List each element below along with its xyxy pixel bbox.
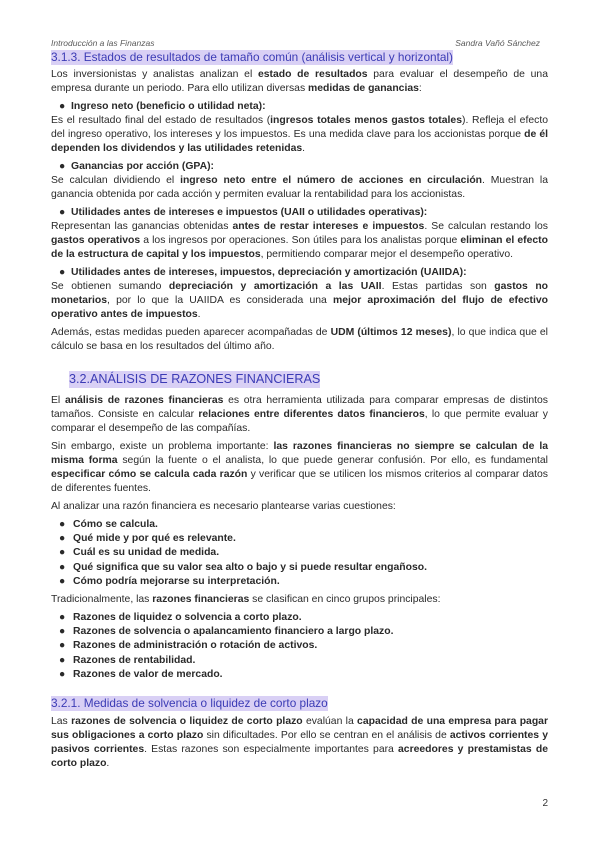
- page-content: [51, 50, 548, 775]
- text-run: , por lo que la UAIIDA es considerada una: [107, 295, 333, 306]
- bullet-icon: ●: [59, 626, 66, 638]
- text-run: Es el resultado final del estado de resultados (: [51, 115, 271, 126]
- text-run: según la fuente o el analista, lo que puede generar confusión. Por ello, es fundamental: [117, 455, 548, 466]
- paragraph: [51, 440, 548, 496]
- measure-heading: [51, 206, 548, 220]
- text-run: , lo que indica que el cálculo se basa en los resultados del último año.: [51, 327, 548, 352]
- text-run: y verificar que se utilicen los mismos criterios al comparar datos de diferentes fuentes.: [51, 469, 548, 494]
- measure-heading: [51, 100, 548, 114]
- bold-text: razones de solvencia o liquidez de corto plazo: [71, 716, 303, 728]
- section-3-2-heading: 3.2.ANÁLISIS DE RAZONES FINANCIERAS: [69, 372, 321, 386]
- bold-text: activos corrientes y pasivos corrientes: [51, 730, 548, 756]
- bullet-icon: ●: [59, 654, 66, 666]
- list-item: [59, 532, 548, 546]
- text-run: sin dificultades. Por ello se centran en el análisis de: [203, 730, 450, 742]
- bullet-icon: ●: [59, 533, 66, 545]
- paragraph: [51, 394, 548, 436]
- bullet-icon: ●: [59, 547, 66, 559]
- measure-heading-text: Ganancias por acción (GPA):: [71, 161, 214, 172]
- bold-text: relaciones entre diferentes datos financieros: [198, 409, 425, 420]
- ratio-groups-list: [51, 611, 548, 682]
- paragraph: [51, 280, 548, 322]
- text-run: . Estas razones son especialmente importantes para: [144, 744, 399, 756]
- section-3-1-3-heading: 3.1.3. Estados de resultados de tamaño común (análisis vertical y horizontal): [51, 50, 453, 64]
- bold-text: análisis de razones financieras: [64, 395, 224, 406]
- text-run: se clasifican en cinco grupos principales:: [249, 594, 441, 606]
- list-item-text: Razones de valor de mercado.: [73, 668, 223, 680]
- text-run: Sin embargo, existe un problema importante:: [51, 441, 274, 452]
- list-item: [59, 625, 548, 639]
- measure-heading: [51, 266, 548, 280]
- list-item: [59, 654, 548, 668]
- list-item-text: Razones de liquidez o solvencia a corto plazo.: [73, 612, 302, 624]
- list-item-text: Cuál es su unidad de medida.: [73, 547, 220, 559]
- list-item-text: Qué significa que su valor sea alto o bajo y si puede resultar engañoso.: [73, 561, 427, 573]
- text-run: Se obtienen sumando: [51, 281, 169, 292]
- bullet-icon: ●: [59, 207, 66, 218]
- bullet-icon: ●: [59, 267, 66, 278]
- bullet-icon: ●: [59, 519, 66, 530]
- paragraph: [51, 715, 548, 771]
- list-item-text: Cómo podría mejorarse su interpretación.: [73, 575, 280, 587]
- list-item: [59, 561, 548, 575]
- text-run: a los ingresos por operaciones. Son útiles para los analistas porque: [140, 235, 461, 246]
- bold-text: medidas de ganancias: [308, 83, 419, 94]
- measure-item: [51, 100, 548, 156]
- text-run: .: [197, 309, 201, 320]
- text-run: para evaluar el desempeño de una empresa durante un periodo. Para ello utilizan diversas: [51, 69, 548, 94]
- text-run: Tradicionalmente, las: [51, 594, 153, 606]
- bold-text: acreedores y prestamistas de corto plazo: [51, 744, 549, 770]
- list-item: [59, 639, 548, 653]
- list-item-text: Cómo se calcula.: [73, 519, 158, 530]
- measure-heading-text: Utilidades antes de intereses e impuestos (UAII o utilidades operativas):: [71, 207, 428, 218]
- text-run: Las: [51, 716, 72, 728]
- bold-text: especificar cómo se calcula cada razón: [51, 469, 248, 480]
- list-item-text: Qué mide y por qué es relevante.: [73, 533, 236, 545]
- text-run: Además, estas medidas pueden aparecer acompañadas de: [51, 327, 331, 338]
- paragraph: [51, 593, 548, 607]
- measure-item: [51, 206, 548, 262]
- text-run: ). Refleja el efecto del ingreso operativo, los intereses y los impuestos. Es una medida clave para los accionistas porque: [51, 115, 548, 140]
- list-item: [59, 668, 548, 682]
- paragraph: [51, 326, 548, 354]
- text-run: . Se calculan restando los: [424, 221, 548, 232]
- bullet-icon: ●: [59, 561, 66, 573]
- text-run: . Muestran la ganancia obtenida por cada acción y permiten evaluar la rentabilidad para los accionistas.: [51, 175, 548, 200]
- bold-text: antes de restar intereses e impuestos: [232, 221, 425, 232]
- list-item-text: Razones de administración o rotación de activos.: [73, 640, 318, 652]
- text-run: .: [106, 758, 110, 770]
- questions-list: [51, 518, 548, 589]
- bold-text: capacidad de una empresa para pagar sus obligaciones a corto plazo: [51, 716, 548, 742]
- text-run: . Estas partidas son: [381, 281, 495, 292]
- text-run: Se calculan dividiendo el: [51, 175, 181, 186]
- paragraph: [51, 220, 548, 262]
- bold-text: depreciación y amortización a las UAII: [168, 281, 382, 292]
- text-run: es otra herramienta utilizada para comparar empresas de distintos tamaños. Consiste en calcular: [51, 395, 549, 420]
- bullet-icon: ●: [59, 575, 66, 587]
- paragraph: [51, 114, 548, 156]
- bold-text: gastos no monetarios: [51, 281, 549, 306]
- bold-text: eliminan el efecto de la estructura de capital y los impuestos: [51, 235, 548, 260]
- bold-text: mejor aproximación del flujo de efectivo operativo antes de impuestos: [51, 295, 549, 320]
- list-item: [59, 575, 548, 589]
- text-run: , permitiendo comparar mejor el desempeño operativo.: [260, 249, 514, 260]
- measure-heading: [51, 160, 548, 174]
- measure-item: [51, 266, 548, 322]
- bold-text: ingreso neto entre el número de acciones en circulación: [180, 175, 483, 186]
- paragraph: [51, 174, 548, 202]
- section-3-2-1-heading: 3.2.1. Medidas de solvencia o liquidez de corto plazo: [51, 696, 328, 711]
- bold-text: las razones financieras no siempre se calculan de la misma forma: [51, 441, 549, 466]
- page-number: 2: [542, 798, 548, 809]
- header-course-title: Introducción a las Finanzas: [51, 38, 155, 48]
- list-item: [59, 611, 548, 625]
- bullet-icon: ●: [59, 668, 66, 680]
- bullet-icon: ●: [59, 612, 66, 624]
- bullet-icon: ●: [59, 101, 66, 112]
- paragraph: Al analizar una razón financiera es necesario plantearse varias cuestiones:: [51, 501, 396, 512]
- bullet-icon: ●: [59, 161, 66, 172]
- text-run: , lo que permite evaluar y comparar el desempeño de las compañías.: [51, 409, 549, 434]
- list-item: [59, 518, 548, 532]
- bold-text: estado de resultados: [257, 69, 368, 80]
- bold-text: razones financieras: [152, 594, 250, 606]
- bold-text: de él dependen los dividendos y las utilidades retenidas: [51, 129, 548, 154]
- list-item: [59, 546, 548, 560]
- text-run: El: [51, 395, 65, 406]
- measure-heading-text: Ingreso neto (beneficio o utilidad neta):: [71, 101, 266, 112]
- measure-heading-text: Utilidades antes de intereses, impuestos, depreciación y amortización (UAIIDA):: [71, 267, 467, 278]
- text-run: :: [418, 83, 422, 94]
- header-author: Sandra Vañó Sánchez: [455, 38, 540, 48]
- text-run: evalúan la: [302, 716, 358, 728]
- bold-text: gastos operativos: [51, 235, 141, 246]
- bold-text: ingresos totales menos gastos totales: [270, 115, 462, 126]
- text-run: Los inversionistas y analistas analizan el: [51, 69, 258, 80]
- paragraph: [51, 68, 548, 96]
- text-run: Representan las ganancias obtenidas: [51, 221, 233, 232]
- text-run: .: [302, 143, 306, 154]
- bullet-icon: ●: [59, 640, 66, 652]
- list-item-text: Razones de rentabilidad.: [73, 654, 196, 666]
- bold-text: UDM (últimos 12 meses): [330, 327, 452, 338]
- measure-item: [51, 160, 548, 202]
- list-item-text: Razones de solvencia o apalancamiento financiero a largo plazo.: [73, 626, 394, 638]
